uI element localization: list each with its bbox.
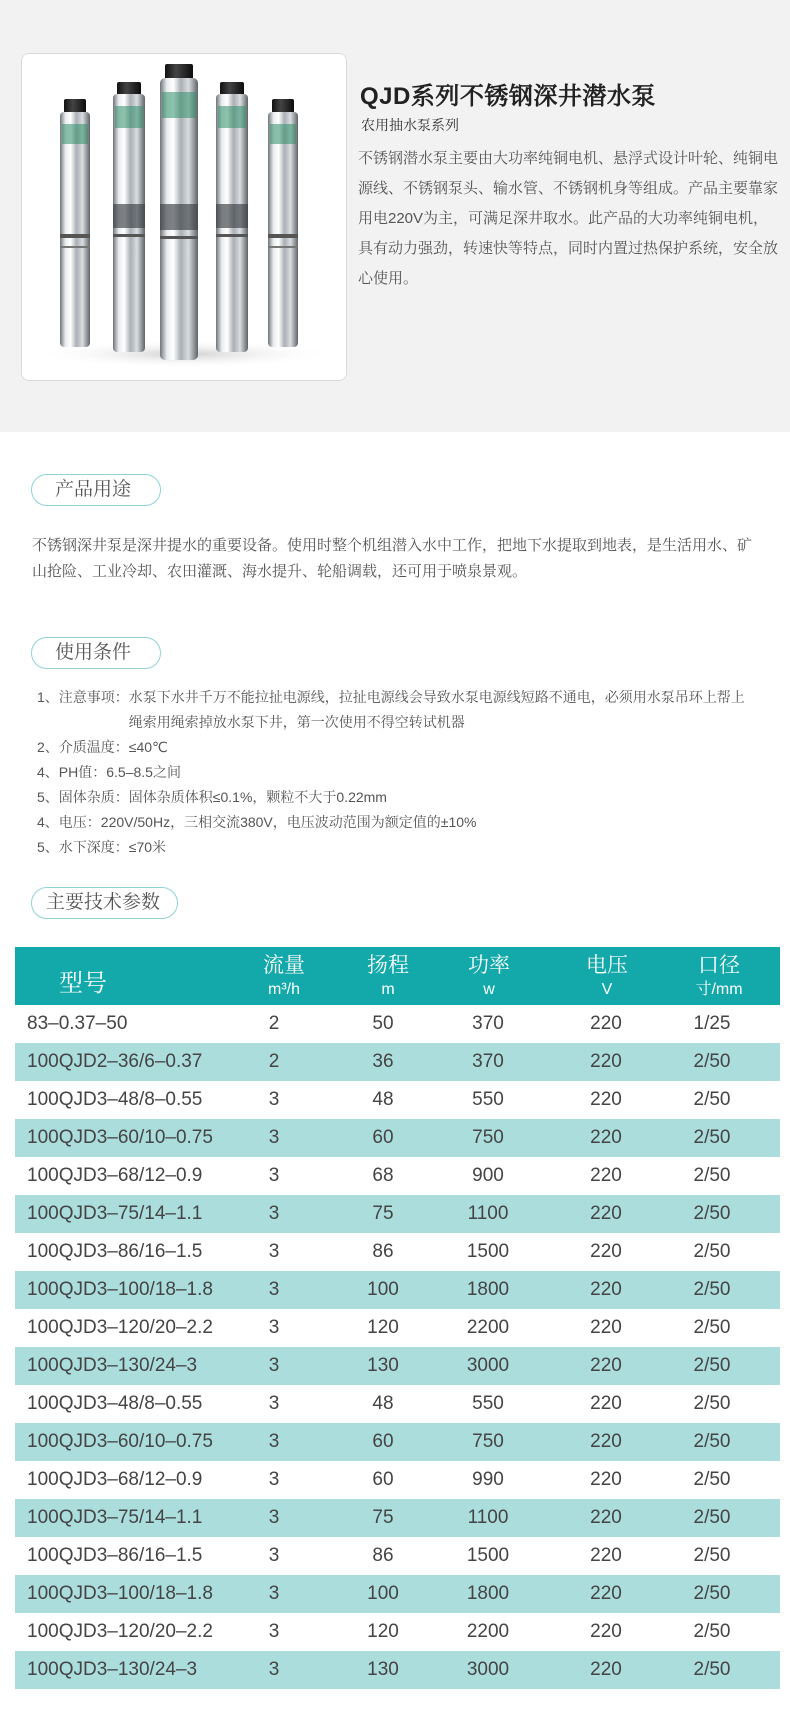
cell-head: 48 bbox=[372, 1089, 394, 1110]
pump-3-icon bbox=[160, 64, 198, 360]
condition-item bbox=[37, 760, 757, 785]
condition-text: 水泵下水井千万不能拉扯电源线，拉扯电源线会导致水泵电源线短路不通电，必须用水泵吊环上帮上绳索用绳索掉放水泵下井，第一次使用不得空转试机器 bbox=[128, 689, 745, 730]
header-head-unit: m bbox=[381, 981, 395, 998]
cell-power: 1800 bbox=[466, 1583, 510, 1604]
header-caliber bbox=[680, 954, 758, 1000]
cell-caliber: 2/50 bbox=[693, 1583, 731, 1604]
cell-caliber: 2/50 bbox=[693, 1317, 731, 1338]
cell-head: 130 bbox=[367, 1659, 399, 1680]
cell-power: 370 bbox=[472, 1051, 504, 1072]
condition-text: 固体杂质体积≤0.1%，颗粒不大于0.22mm bbox=[128, 789, 387, 805]
cell-voltage: 220 bbox=[590, 1469, 622, 1490]
cell-model: 100QJD3–130/24–3 bbox=[27, 1659, 198, 1680]
table-row bbox=[15, 1081, 780, 1119]
usage-section-title: 产品用途 bbox=[31, 474, 161, 506]
table-row bbox=[15, 1233, 780, 1271]
cell-flow: 3 bbox=[268, 1089, 280, 1110]
condition-text: 220V/50Hz，三相交流380V，电压波动范围为额定值的±10% bbox=[100, 814, 477, 830]
condition-label: 5、固体杂质： bbox=[37, 789, 129, 805]
cell-flow: 3 bbox=[268, 1469, 280, 1490]
cell-voltage: 220 bbox=[590, 1659, 622, 1680]
table-row bbox=[15, 1461, 780, 1499]
cell-voltage: 220 bbox=[590, 1355, 622, 1376]
pump-4-icon bbox=[216, 82, 248, 352]
cell-model: 100QJD3–60/10–0.75 bbox=[27, 1431, 213, 1452]
product-hero bbox=[0, 0, 790, 432]
condition-text: 6.5–8.5之间 bbox=[106, 764, 181, 780]
header-head bbox=[355, 954, 421, 1000]
cell-model: 100QJD3–60/10–0.75 bbox=[27, 1127, 213, 1148]
product-photo bbox=[21, 53, 347, 381]
cell-caliber: 2/50 bbox=[693, 1279, 731, 1300]
header-flow bbox=[251, 954, 317, 1000]
cell-head: 86 bbox=[372, 1545, 394, 1566]
cell-flow: 3 bbox=[268, 1203, 280, 1224]
cell-caliber: 2/50 bbox=[693, 1507, 731, 1528]
cell-head: 60 bbox=[372, 1127, 394, 1148]
cell-flow: 3 bbox=[268, 1583, 280, 1604]
cell-flow: 3 bbox=[268, 1165, 280, 1186]
header-power bbox=[456, 954, 522, 1000]
cell-flow: 3 bbox=[268, 1431, 280, 1452]
cell-voltage: 220 bbox=[590, 1279, 622, 1300]
cell-flow: 2 bbox=[268, 1013, 280, 1034]
cell-flow: 3 bbox=[268, 1279, 280, 1300]
table-row bbox=[15, 1575, 780, 1613]
condition-label: 5、水下深度： bbox=[37, 839, 129, 855]
cell-caliber: 2/50 bbox=[693, 1165, 731, 1186]
table-body bbox=[15, 1005, 780, 1689]
cell-model: 100QJD3–48/8–0.55 bbox=[27, 1089, 203, 1110]
cell-voltage: 220 bbox=[590, 1507, 622, 1528]
header-voltage-unit: V bbox=[601, 981, 613, 998]
cell-model: 100QJD3–100/18–1.8 bbox=[27, 1279, 213, 1300]
cell-power: 750 bbox=[472, 1431, 504, 1452]
cell-flow: 3 bbox=[268, 1241, 280, 1262]
cell-head: 60 bbox=[372, 1431, 394, 1452]
cell-caliber: 2/50 bbox=[693, 1089, 731, 1110]
cell-model: 100QJD3–120/20–2.2 bbox=[27, 1621, 213, 1642]
cell-head: 120 bbox=[367, 1621, 399, 1642]
product-description: 不锈钢潜水泵主要由大功率纯铜电机、悬浮式设计叶轮、纯铜电源线、不锈钢泵头、输水管、不锈钢机身等组成。产品主要靠家用电220V为主，可满足深井取水。此产品的大功率纯铜电机，具有动力强劲，转速快等特点，同时内置过热保护系统，安全放心使用。 bbox=[358, 150, 779, 287]
condition-item bbox=[37, 835, 757, 860]
cell-voltage: 220 bbox=[590, 1621, 622, 1642]
cell-caliber: 2/50 bbox=[693, 1393, 731, 1414]
condition-text: ≤40℃ bbox=[128, 739, 168, 755]
cell-power: 3000 bbox=[466, 1355, 510, 1376]
cell-power: 1100 bbox=[467, 1507, 509, 1528]
cell-head: 75 bbox=[372, 1203, 394, 1224]
condition-label: 1、注意事项： bbox=[37, 689, 129, 705]
cell-voltage: 220 bbox=[590, 1545, 622, 1566]
header-caliber-label: 口径 bbox=[698, 954, 740, 977]
cell-power: 1500 bbox=[466, 1545, 510, 1566]
table-row bbox=[15, 1157, 780, 1195]
pump-5-icon bbox=[268, 99, 298, 347]
cell-head: 50 bbox=[372, 1013, 394, 1034]
cell-model: 100QJD3–130/24–3 bbox=[27, 1355, 198, 1376]
cell-head: 48 bbox=[372, 1393, 394, 1414]
cell-voltage: 220 bbox=[590, 1241, 622, 1262]
condition-label: 4、PH值： bbox=[37, 764, 107, 780]
header-voltage-label: 电压 bbox=[586, 954, 628, 977]
cell-caliber: 2/50 bbox=[693, 1621, 731, 1642]
cell-caliber: 2/50 bbox=[693, 1659, 731, 1680]
cell-flow: 3 bbox=[268, 1545, 280, 1566]
cell-power: 2200 bbox=[466, 1317, 510, 1338]
table-row bbox=[15, 1347, 780, 1385]
condition-item bbox=[37, 810, 757, 835]
table-row bbox=[15, 1309, 780, 1347]
cell-voltage: 220 bbox=[590, 1089, 622, 1110]
product-title: QJD系列不锈钢深井潜水泵 bbox=[360, 83, 656, 110]
table-row bbox=[15, 1537, 780, 1575]
header-flow-label: 流量 bbox=[263, 954, 305, 977]
condition-item bbox=[37, 785, 757, 810]
header-caliber-unit: 寸/mm bbox=[695, 981, 743, 998]
cell-flow: 3 bbox=[268, 1127, 280, 1148]
cell-voltage: 220 bbox=[590, 1013, 622, 1034]
usage-text: 不锈钢深井泵是深井提水的重要设备。使用时整个机组潜入水中工作，把地下水提取到地表，是生活用水、矿山抢险、工业冷却、农田灌溉、海水提升、轮船调载，还可用于喷泉景观。 bbox=[32, 537, 753, 580]
params-section-title: 主要技术参数 bbox=[31, 887, 178, 919]
cell-model: 100QJD3–68/12–0.9 bbox=[27, 1469, 203, 1490]
cell-model: 100QJD3–86/16–1.5 bbox=[27, 1545, 203, 1566]
table-row bbox=[15, 1499, 780, 1537]
cell-power: 2200 bbox=[466, 1621, 510, 1642]
header-power-unit: w bbox=[483, 981, 495, 998]
condition-item bbox=[37, 685, 757, 735]
table-row bbox=[15, 1651, 780, 1689]
header-voltage bbox=[574, 954, 640, 1000]
cell-model: 100QJD3–86/16–1.5 bbox=[27, 1241, 203, 1262]
table-row bbox=[15, 1005, 780, 1043]
cell-caliber: 2/50 bbox=[693, 1051, 731, 1072]
header-flow-unit: m³/h bbox=[268, 981, 300, 998]
cell-power: 3000 bbox=[466, 1659, 510, 1680]
cell-power: 900 bbox=[472, 1165, 504, 1186]
cell-power: 370 bbox=[472, 1013, 504, 1034]
condition-label: 4、电压： bbox=[37, 814, 101, 830]
cell-model: 100QJD3–100/18–1.8 bbox=[27, 1583, 213, 1604]
cell-model: 100QJD3–48/8–0.55 bbox=[27, 1393, 203, 1414]
cell-power: 550 bbox=[472, 1089, 504, 1110]
cell-voltage: 220 bbox=[590, 1317, 622, 1338]
cell-voltage: 220 bbox=[590, 1051, 622, 1072]
cell-voltage: 220 bbox=[590, 1431, 622, 1452]
cell-caliber: 2/50 bbox=[693, 1127, 731, 1148]
header-power-label: 功率 bbox=[468, 954, 510, 977]
pump-1-icon bbox=[60, 99, 90, 347]
cell-flow: 3 bbox=[268, 1507, 280, 1528]
cell-voltage: 220 bbox=[590, 1165, 622, 1186]
header-head-label: 扬程 bbox=[367, 954, 409, 977]
table-row bbox=[15, 1119, 780, 1157]
cell-power: 750 bbox=[472, 1127, 504, 1148]
cell-head: 100 bbox=[367, 1583, 399, 1604]
cell-power: 550 bbox=[472, 1393, 504, 1414]
cell-flow: 3 bbox=[268, 1355, 280, 1376]
specs-table bbox=[15, 947, 780, 1689]
cell-model: 100QJD3–68/12–0.9 bbox=[27, 1165, 203, 1186]
conditions-section-title: 使用条件 bbox=[31, 637, 161, 669]
cell-flow: 3 bbox=[268, 1393, 280, 1414]
cell-power: 1100 bbox=[467, 1203, 509, 1224]
cell-caliber: 2/50 bbox=[693, 1203, 731, 1224]
pump-illustration bbox=[22, 54, 347, 381]
cell-caliber: 2/50 bbox=[693, 1355, 731, 1376]
cell-caliber: 2/50 bbox=[693, 1241, 731, 1262]
cell-head: 75 bbox=[372, 1507, 394, 1528]
table-row bbox=[15, 1271, 780, 1309]
cell-power: 1800 bbox=[466, 1279, 510, 1300]
cell-model: 100QJD3–120/20–2.2 bbox=[27, 1317, 213, 1338]
header-model: 型号 bbox=[59, 970, 107, 997]
cell-head: 60 bbox=[372, 1469, 394, 1490]
product-subtitle: 农用抽水泵系列 bbox=[361, 117, 459, 133]
condition-label: 2、介质温度： bbox=[37, 739, 129, 755]
table-row bbox=[15, 1385, 780, 1423]
cell-caliber: 2/50 bbox=[693, 1545, 731, 1566]
cell-model: 100QJD2–36/6–0.37 bbox=[27, 1051, 203, 1072]
cell-head: 68 bbox=[372, 1165, 394, 1186]
cell-voltage: 220 bbox=[590, 1583, 622, 1604]
cell-caliber: 2/50 bbox=[693, 1431, 731, 1452]
table-row bbox=[15, 1195, 780, 1233]
table-row bbox=[15, 1043, 780, 1081]
cell-flow: 3 bbox=[268, 1659, 280, 1680]
pump-2-icon bbox=[113, 82, 145, 352]
cell-flow: 3 bbox=[268, 1621, 280, 1642]
condition-text: ≤70米 bbox=[128, 839, 167, 855]
conditions-list bbox=[37, 685, 757, 860]
cell-head: 130 bbox=[367, 1355, 399, 1376]
cell-voltage: 220 bbox=[590, 1203, 622, 1224]
cell-head: 120 bbox=[367, 1317, 399, 1338]
table-row bbox=[15, 1423, 780, 1461]
cell-model: 100QJD3–75/14–1.1 bbox=[27, 1507, 203, 1528]
cell-voltage: 220 bbox=[590, 1127, 622, 1148]
condition-item bbox=[37, 735, 757, 760]
cell-model: 100QJD3–75/14–1.1 bbox=[27, 1203, 203, 1224]
cell-voltage: 220 bbox=[590, 1393, 622, 1414]
cell-power: 990 bbox=[472, 1469, 504, 1490]
cell-flow: 3 bbox=[268, 1317, 280, 1338]
cell-power: 1500 bbox=[466, 1241, 510, 1262]
table-header bbox=[15, 947, 780, 1005]
cell-head: 86 bbox=[372, 1241, 394, 1262]
cell-head: 36 bbox=[372, 1051, 394, 1072]
cell-model: 83–0.37–50 bbox=[27, 1013, 128, 1034]
cell-caliber: 1/25 bbox=[693, 1013, 731, 1034]
table-row bbox=[15, 1613, 780, 1651]
cell-head: 100 bbox=[367, 1279, 399, 1300]
cell-flow: 2 bbox=[268, 1051, 280, 1072]
cell-caliber: 2/50 bbox=[693, 1469, 731, 1490]
